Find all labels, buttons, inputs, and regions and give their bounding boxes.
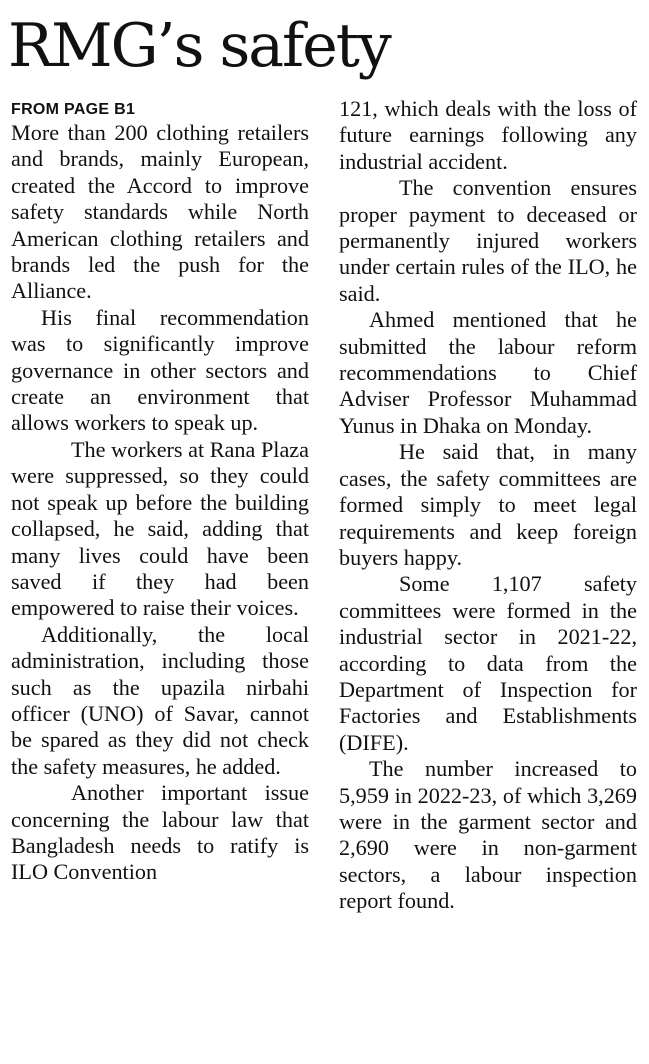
paragraph: More than 200 clothing retailers and brands, mainly European, created the Accord to improve safety standards while North American clothing retailers and brands led the push for the Alliance. xyxy=(11,120,309,304)
paragraph: The number increased to 5,959 in 2022-23, of which 3,269 were in the garment sector and 2,690 were in non-garment sectors, a labour inspection report found. xyxy=(339,756,637,914)
headline: RMG’s safety xyxy=(8,11,390,81)
paragraph: Additionally, the local administration, including those such as the upazila nirbahi officer (UNO) of Savar, cannot be spared as they did not check the safety measures, he added. xyxy=(11,621,309,779)
article-column-right xyxy=(339,96,637,915)
jump-line: FROM PAGE B1 xyxy=(11,101,136,118)
paragraph: Another important issue concerning the labour law that Bangladesh needs to ratify is ILO Convention xyxy=(11,780,309,885)
paragraph: He said that, in many cases, the safety committees are formed simply to meet legal requirements and keep foreign buyers happy. xyxy=(339,439,637,570)
paragraph: The workers at Rana Plaza were suppressed, so they could not speak up before the building collapsed, he said, adding that many lives could have been saved if they had been empowered to raise their voices. xyxy=(11,436,309,621)
paragraph: 121, which deals with the loss of future earnings following any industrial accident. xyxy=(339,96,637,174)
paragraph: Ahmed mentioned that he submitted the labour reform recommendations to Chief Adviser Professor Muhammad Yunus in Dhaka on Monday. xyxy=(339,307,637,438)
article-column-left xyxy=(11,96,309,886)
paragraph: Some 1,107 safety committees were formed in the industrial sector in 2021-22, according to data from the Department of Inspection for Factories and Establishments (DIFE). xyxy=(339,571,637,755)
paragraph: The convention ensures proper payment to deceased or permanently injured workers under certain rules of the ILO, he said. xyxy=(339,175,637,306)
paragraph: His final recommendation was to significantly improve governance in other sectors and create an environment that allows workers to speak up. xyxy=(11,304,309,436)
